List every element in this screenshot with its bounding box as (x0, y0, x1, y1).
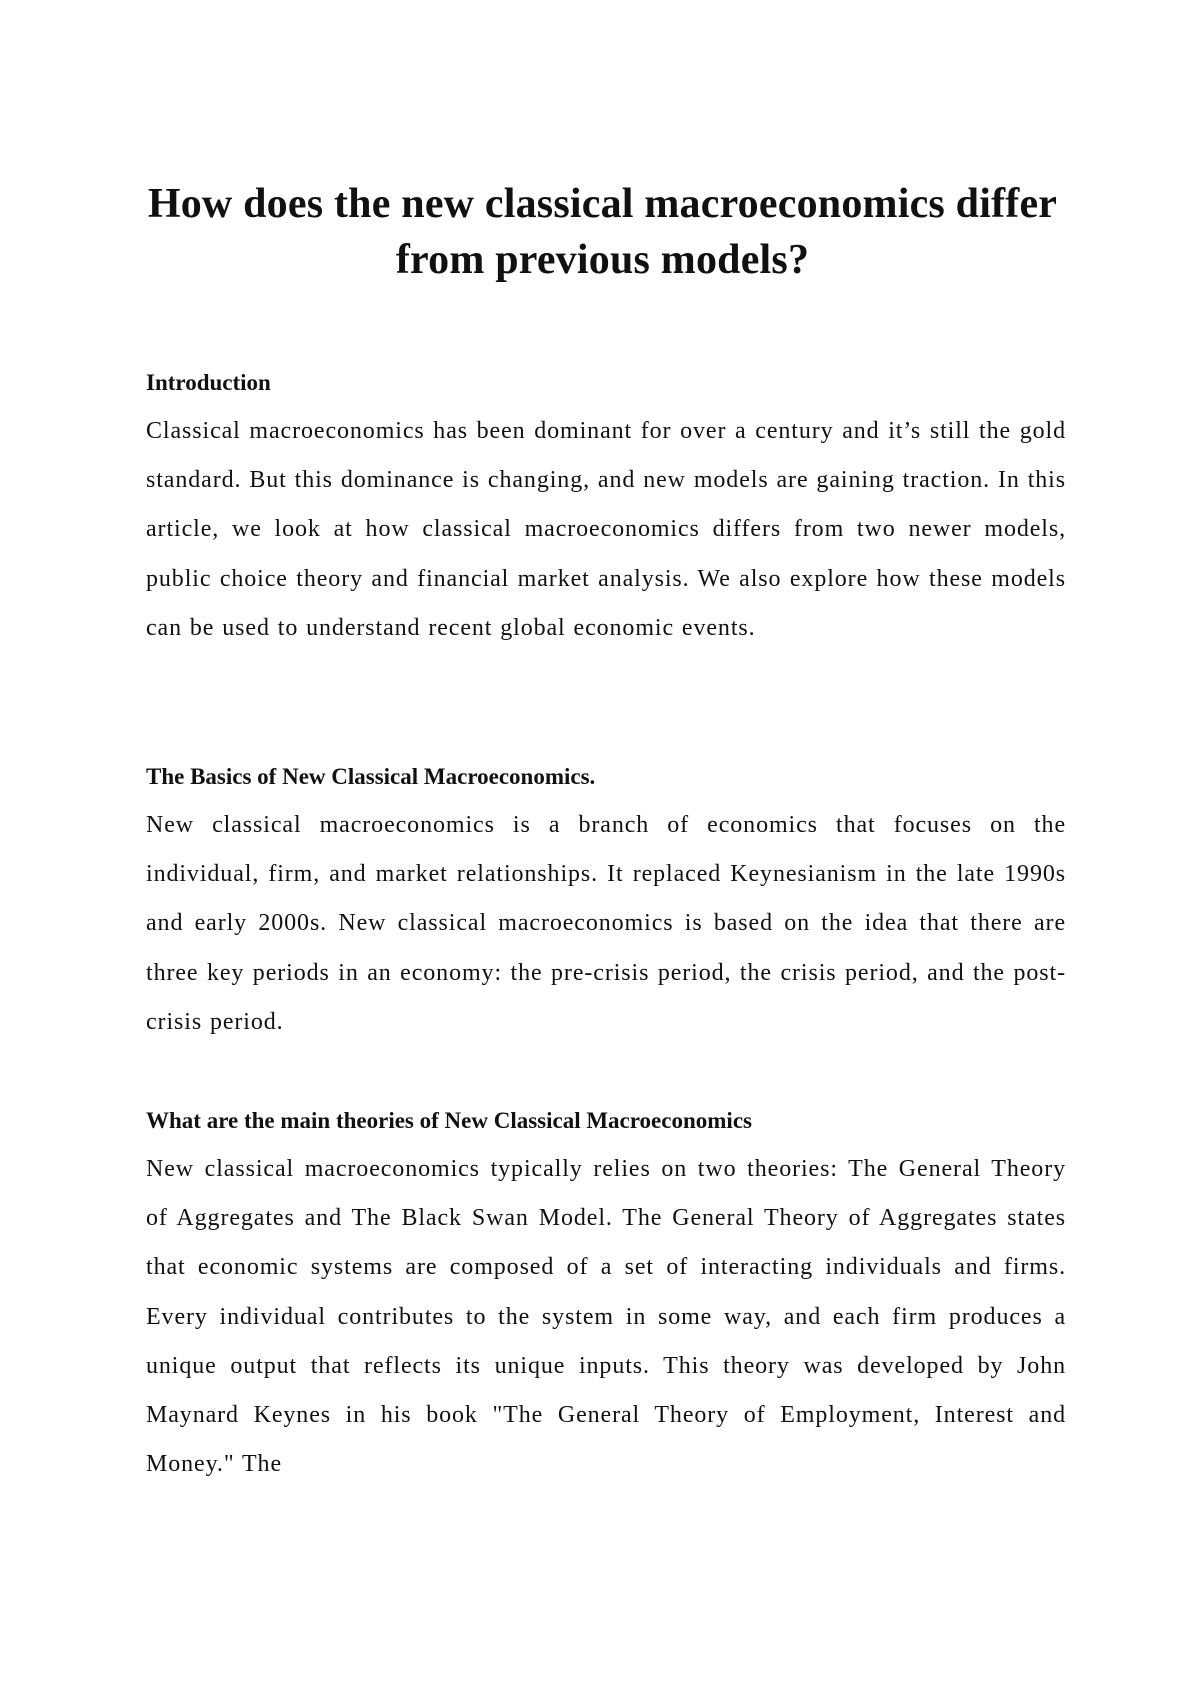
section-heading-main-theories: What are the main theories of New Classical Macroeconomics (146, 1108, 752, 1133)
document-title: How does the new classical macroeconomics differ from previous models? (147, 181, 1058, 283)
section-body-main-theories: New classical macroeconomics typically relies on two theories: The General Theory of Aggregates and The Black Swan Model. The General Theory of Aggregates states that economic systems are composed of a set of interacting individuals and firms. Every individual contributes to the system in some way, and each firm produces a unique output that reflects its unique inputs. This theory was developed by John Maynard Keynes in his book "The General Theory of Employment, Interest and Money." The (146, 1156, 1066, 1478)
section-body-basics: New classical macroeconomics is a branch of economics that focuses on the individual, firm, and market relationships. It replaced Keynesianism in the late 1990s and early 2000s. New classical macroeconomics is based on the idea that there are three key periods in an economy: the pre-crisis period, the crisis period, and the post-crisis period. (146, 812, 1066, 1035)
section-body-introduction: Classical macroeconomics has been dominant for over a century and it’s still the gold standard. But this dominance is changing, and new models are gaining traction. In this article, we look at how classical macroeconomics differs from two newer models, public choice theory and financial market analysis. We also explore how these models can be used to understand recent global economic events. (146, 418, 1066, 641)
section-heading-basics: The Basics of New Classical Macroeconomics. (146, 764, 596, 789)
section-heading-introduction: Introduction (146, 370, 271, 395)
